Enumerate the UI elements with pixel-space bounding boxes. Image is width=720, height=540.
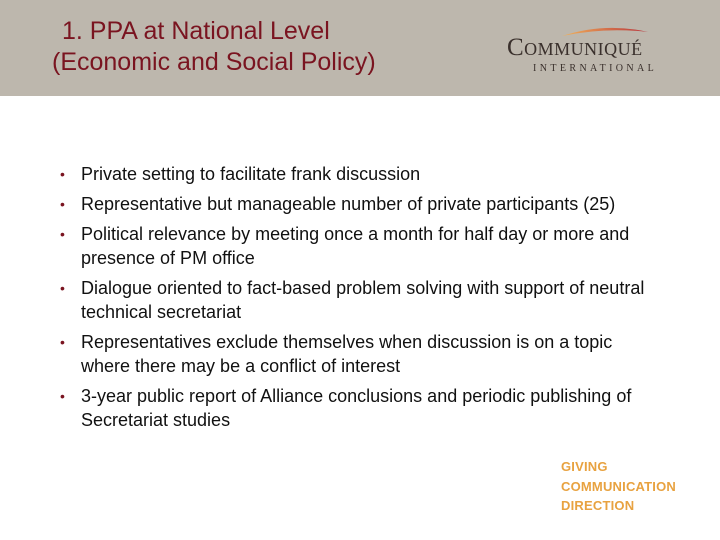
slide-title bbox=[52, 16, 376, 78]
tagline-line: GIVING bbox=[561, 459, 608, 474]
bullet-icon: • bbox=[60, 196, 65, 212]
bullet-item: • Representative but manageable number of private participants (25) bbox=[60, 194, 616, 214]
bullet-icon: • bbox=[60, 226, 65, 242]
bullet-item: • Dialogue oriented to fact-based problem solving with support of neutral technical secretariat bbox=[60, 278, 645, 322]
tagline-line: COMMUNICATION bbox=[561, 478, 677, 494]
title-line-1: 1. PPA at National Level bbox=[62, 17, 330, 45]
communique-logo bbox=[500, 20, 690, 80]
bullet-item: • Political relevance by meeting once a month for half day or more and presence of PM office bbox=[60, 224, 630, 268]
bullet-item: • Representatives exclude themselves when discussion is on a topic where there may be a conflict of interest bbox=[60, 332, 613, 376]
logo-name: Communiqué bbox=[507, 34, 643, 61]
logo-subtitle: INTERNATIONAL bbox=[533, 63, 658, 74]
bullet-list bbox=[60, 162, 660, 438]
header-band bbox=[0, 0, 720, 96]
bullet-item: • 3-year public report of Alliance conclusions and periodic publishing of Secretariat studies bbox=[60, 386, 632, 430]
title-line-2: (Economic and Social Policy) bbox=[52, 48, 376, 76]
bullet-icon: • bbox=[60, 166, 65, 182]
bullet-icon: • bbox=[60, 280, 65, 296]
tagline-line: DIRECTION bbox=[561, 498, 635, 513]
bullet-icon: • bbox=[60, 388, 65, 404]
bullet-item: • Private setting to facilitate frank discussion bbox=[60, 164, 421, 184]
tagline bbox=[561, 457, 676, 516]
bullet-icon: • bbox=[60, 334, 65, 350]
